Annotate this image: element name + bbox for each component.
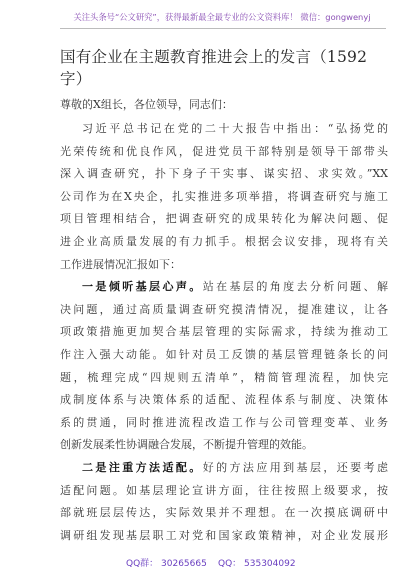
paragraph-3-line: 调研组发现基层职工对党和国家政策精神，对企业发展形 [60,528,388,542]
paragraph-1-line: 项目管理相结合，把调查研究的成果转化为解决问题、促 [60,212,388,226]
paragraph-1-line: 进企业高质量发展的有力抓手。根据会议安排，现将有关 [60,234,388,248]
paragraph-2-line: 作注入强大动能。如针对员工反馈的基层管理链条长的问 [60,347,388,361]
section-heading-1: 一是倾听基层心声。 [82,280,203,294]
footer-qq-group: QQ群： 30265665 [126,559,207,569]
paragraph-1-line: 公司作为在X央企，扎实推进多项举措，将调查研究与施工 [60,189,388,203]
paragraph-1-line: 工作进展情况汇报如下： [60,257,181,271]
paragraph-2-line: 创新发展柔性协调融合发展，不断提升管理的效能。 [60,438,313,452]
paragraph-2-line: 成制度体系与决策体系的适配、流程体系与制度、决策体 [60,393,388,407]
document-body [60,118,388,547]
paragraph-2-line: 题，梳理完成“四规则五清单”，精简管理流程，加快完 [60,370,388,384]
header-banner: 关注头条号“公文研究”，获得最新最全最专业的公文资料库！ 微信：gongwenyj [73,12,371,22]
section-heading-2: 二是注重方法适配。 [82,460,203,474]
paragraph-2-line: 系的贯通，同时推进流程改造工作与公司管理变革、业务 [60,415,388,429]
paragraph-1-line: 光荣传统和优良作风，促进党员干部特别是领导干部带头 [60,144,388,158]
paragraph-2-line: 项政策措施更加契合基层管理的实际需求，持续为推动工 [60,325,388,339]
paragraph-3-first-line [60,457,388,480]
salutation: 尊敬的X组长，各位领导，同志们： [60,98,233,111]
paragraph-2-first-line [60,276,388,299]
paragraph-1-line: 深入调查研究，扑下身子干实事、谋实招、求实效。”XX [60,167,388,181]
paragraph-3-line: 适配问题。如基层理论宣讲方面，往往按照上级要求，按 [60,483,388,497]
paragraph-3-line: 部就班层层传达，实际效果并不理想。在一次摸底调研中 [60,506,388,520]
document-title: 国有企业在主题教育推进会上的发言（1592字） [60,48,368,88]
paragraph-2-line: 决问题，通过高质量调查研究摸清情况，提准建议，让各 [60,302,388,316]
footer-qq-contact: QQ： 535304092 [218,559,296,569]
paragraph-3-text: 好的方法应用到基层，还要考虑 [202,460,388,474]
header-divider [60,28,386,29]
paragraph-1-line: 习近平总书记在党的二十大报告中指出：“弘扬党的 [82,122,388,135]
paragraph-2-text: 站在基层的角度去分析问题、解 [202,280,388,294]
